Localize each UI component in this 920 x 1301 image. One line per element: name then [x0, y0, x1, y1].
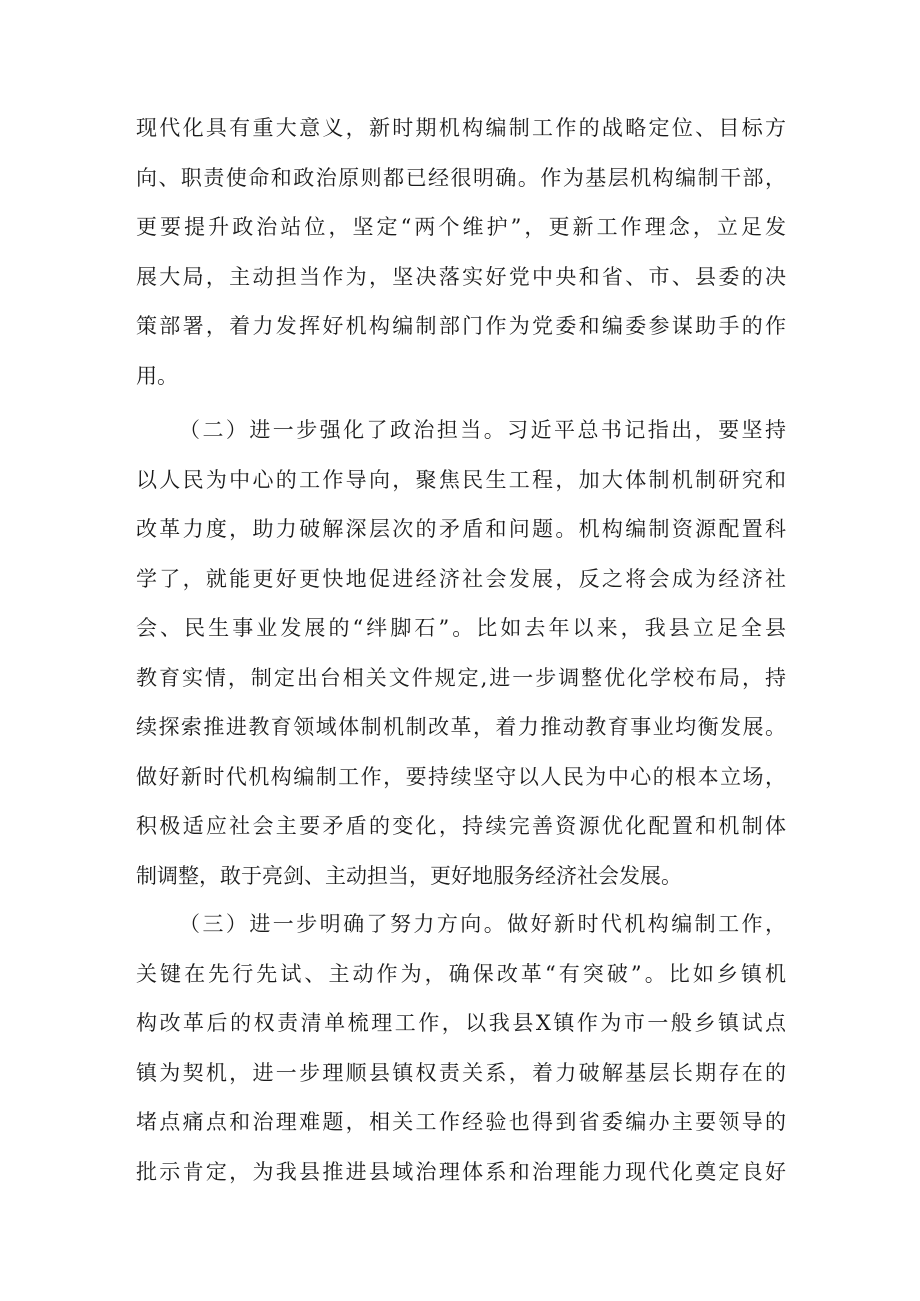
paragraph-line: 关键在先行先试、主动作为，确保改革“有突破”。比如乡镇机 — [136, 961, 786, 986]
paragraph-1 — [136, 104, 786, 401]
paragraph-line: 会、民生事业发展的“绊脚石”。比如去年以来，我县立足全县 — [136, 616, 786, 640]
paragraph-line: 现代化具有重大意义，新时期机构编制工作的战略定位、目标方 — [136, 116, 786, 140]
paragraph-line: 做好新时代机构编制工作，要持续坚守以人民为中心的根本立场， — [136, 764, 786, 789]
paragraph-line: 镇为契机，进一步理顺县镇权责关系，着力破解基层长期存在的 — [136, 1060, 786, 1085]
paragraph-line: 堵点痛点和治理难题，相关工作经验也得到省委编办主要领导的 — [136, 1110, 786, 1134]
paragraph-line: 构改革后的权责清单梳理工作，以我县X镇作为市一般乡镇试点 — [136, 1011, 786, 1035]
paragraph-line: 积极适应社会主要矛盾的变化，持续完善资源优化配置和机制体 — [136, 814, 786, 838]
paragraph-line: 改革力度，助力破解深层次的矛盾和问题。机构编制资源配置科 — [136, 517, 786, 541]
paragraph-line: 批示肯定，为我县推进县域治理体系和治理能力现代化奠定良好 — [136, 1159, 786, 1184]
paragraph-line: （三）进一步明确了努力方向。做好新时代机构编制工作， — [179, 912, 786, 936]
paragraph-line: （二）进一步强化了政治担当。习近平总书记指出，要坚持 — [179, 418, 786, 442]
paragraph-line: 以人民为中心的工作导向，聚焦民生工程，加大体制机制研究和 — [136, 467, 786, 492]
paragraph-line: 学了，就能更好更快地促进经济社会发展，反之将会成为经济社 — [136, 566, 786, 591]
paragraph-line: 更要提升政治站位，坚定“两个维护”，更新工作理念，立足发 — [136, 215, 786, 239]
paragraph-2 — [136, 406, 786, 901]
paragraph-line: 用。 — [136, 363, 178, 388]
paragraph-line: 策部署，着力发挥好机构编制部门作为党委和编委参谋助手的作 — [136, 314, 786, 338]
paragraph-line: 展大局，主动担当作为，坚决落实好党中央和省、市、县委的决 — [136, 264, 786, 289]
paragraph-3 — [136, 900, 786, 1197]
paragraph-line: 制调整，敢于亮剑、主动担当，更好地服务经济社会发展。 — [136, 863, 682, 888]
paragraph-line: 教育实情，制定出台相关文件规定,进一步调整优化学校布局，持 — [136, 665, 786, 690]
paragraph-line: 向、职责使命和政治原则都已经很明确。作为基层机构编制干部， — [136, 165, 786, 190]
paragraph-line: 续探索推进教育领域体制机制改革，着力推动教育事业均衡发展。 — [136, 715, 786, 739]
